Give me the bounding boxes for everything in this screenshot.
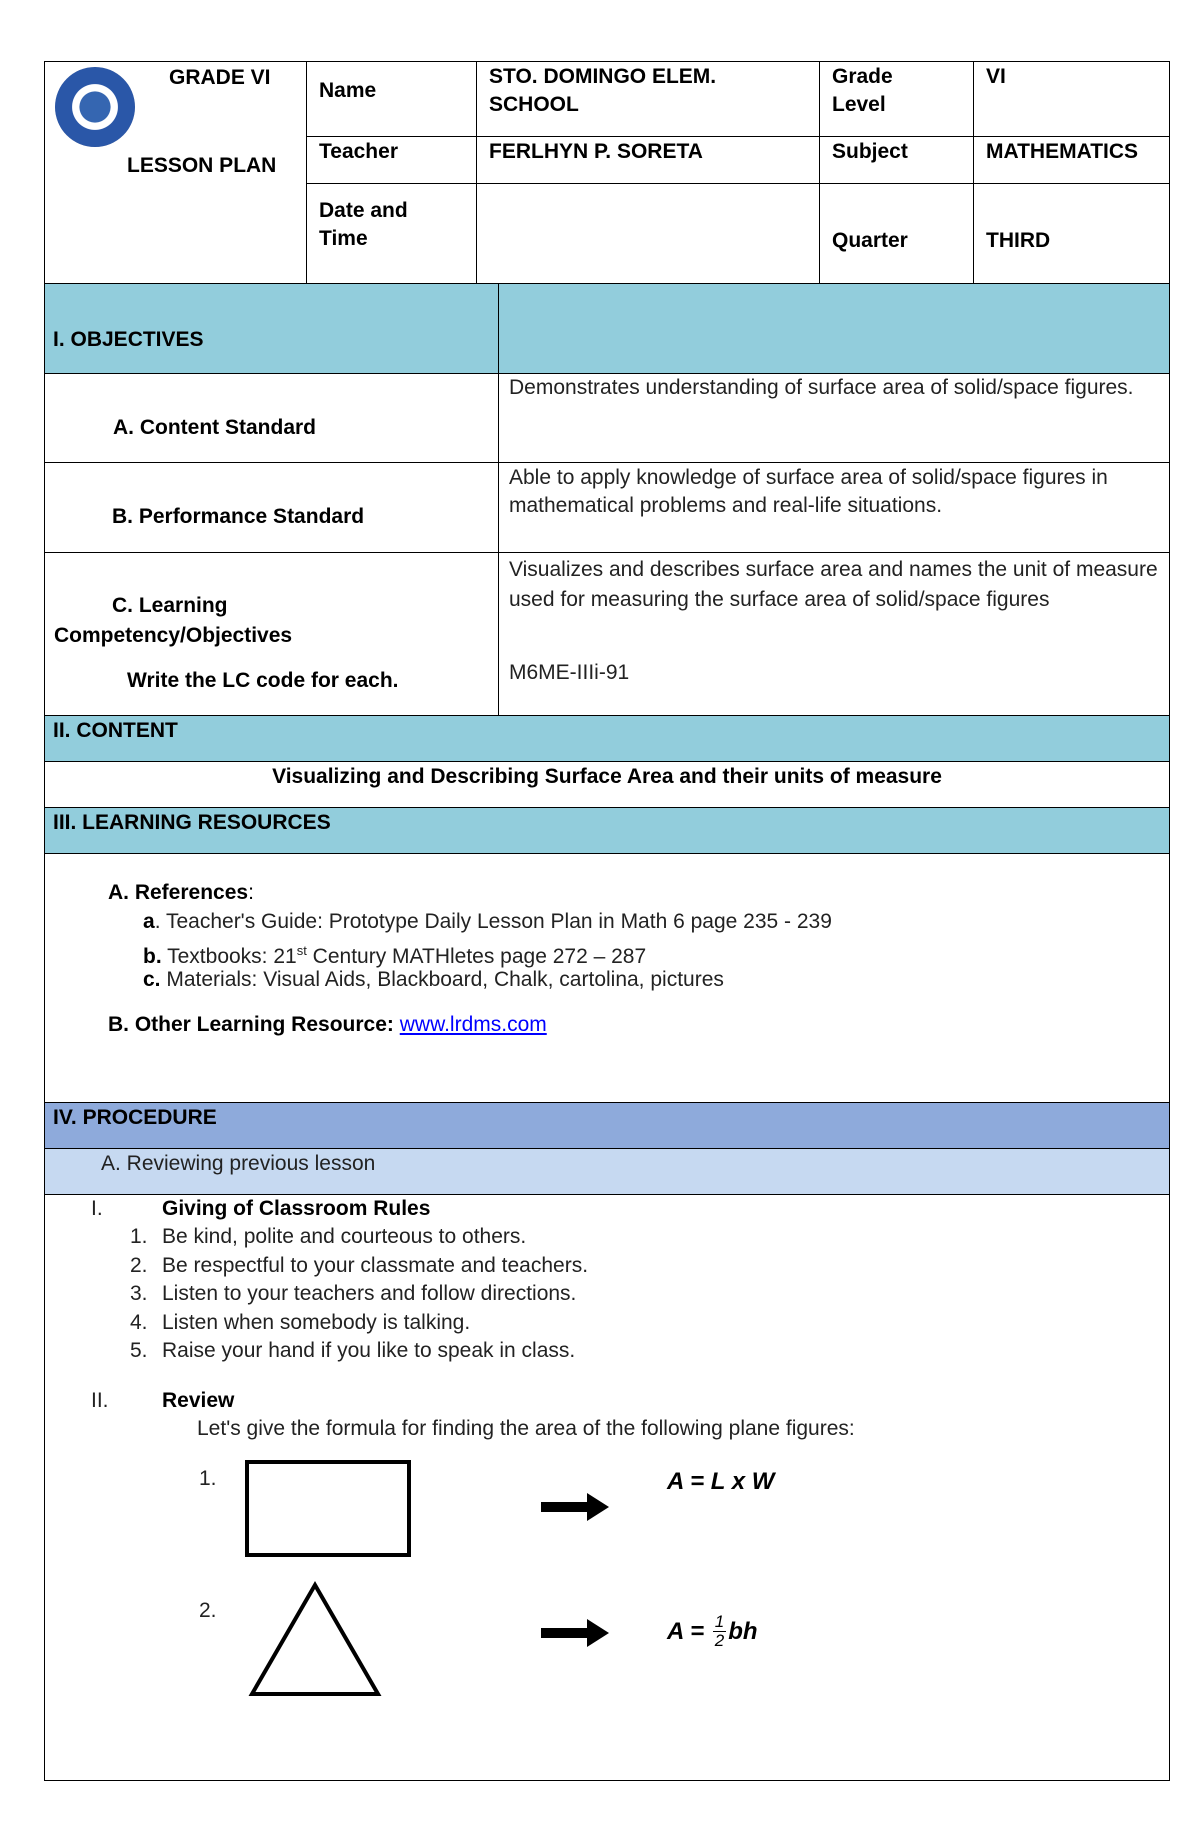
rule-number: 1.: [130, 1225, 148, 1248]
content-standard-label-cell: [45, 374, 499, 463]
rule-text: Listen to your teachers and follow directions.: [162, 1282, 577, 1305]
review-item-2-number: 2.: [199, 1599, 217, 1622]
fraction-numerator: 1: [714, 1612, 725, 1631]
content-standard-label: A. Content Standard: [113, 416, 316, 439]
date-time-label-cell: [307, 184, 477, 284]
date-time-value-cell: [477, 184, 820, 284]
reference-b-text-2: Century MATHletes page 272 – 287: [306, 945, 647, 968]
fraction-denominator: 2: [714, 1631, 725, 1650]
procedure-body: [45, 1195, 1169, 1780]
date-time-label: Date and Time: [319, 199, 408, 250]
reference-b-text-1: Textbooks: 21: [161, 945, 297, 968]
references-label: A. References: [108, 881, 249, 904]
rule-item: [130, 1252, 1030, 1281]
reference-b-letter: b.: [143, 945, 162, 968]
other-resource-label: B. Other Learning Resource:: [108, 1013, 400, 1036]
rule-number: 2.: [130, 1253, 148, 1277]
teacher-label: Teacher: [319, 140, 398, 163]
name-label: Name: [319, 79, 377, 102]
learning-competency-text: Visualizes and describes surface area and names the unit of measure used for measuring the surface area of solid/space figures: [509, 558, 1158, 611]
reference-c-letter: c.: [143, 968, 161, 991]
school-name: STO. DOMINGO ELEM. SCHOOL: [489, 65, 717, 116]
arrow-icon-1: [541, 1493, 611, 1521]
rule-text: Be kind, polite and courteous to others.: [162, 1225, 527, 1248]
quarter-label-cell: [820, 184, 974, 284]
rule-number: 5.: [130, 1339, 148, 1362]
procedure-sub-a-bar: [45, 1149, 1169, 1195]
formula-rectangle: A = L x W: [667, 1468, 775, 1495]
reference-a-text: . Teacher's Guide: Prototype Daily Lesson Plan in Math 6 page 235 - 239: [154, 910, 832, 933]
header-logo-cell: [45, 62, 307, 284]
performance-standard-label: B. Performance Standard: [112, 505, 365, 528]
content-title: Visualizing and Describing Surface Area and their units of measure: [272, 765, 942, 788]
rule-number: 4.: [130, 1310, 148, 1334]
objectives-heading: I. OBJECTIVES: [53, 328, 204, 351]
school-cell: [477, 62, 820, 137]
subject-value-cell: [974, 137, 1169, 184]
learning-label-line1: C. Learning: [112, 594, 228, 617]
reference-c-text: Materials: Visual Aids, Blackboard, Chalk, cartolina, pictures: [160, 968, 724, 991]
classroom-rules-list: [130, 1223, 1030, 1366]
other-resource-line: [108, 1011, 547, 1039]
triangle-figure: [245, 1580, 385, 1700]
reference-a-letter: a: [143, 910, 155, 933]
review-item-1-number: 1.: [199, 1467, 217, 1490]
other-resource-link[interactable]: www.lrdms.com: [399, 1013, 547, 1036]
grade-level-label: Grade Level: [832, 65, 893, 116]
formula-triangle-rhs: bh: [728, 1617, 758, 1645]
procedure-heading-bar: [45, 1103, 1169, 1149]
deped-seal-logo: [55, 67, 135, 147]
quarter-value: THIRD: [986, 229, 1051, 252]
lesson-plan-page: [44, 61, 1170, 1781]
resources-heading-bar: [45, 808, 1169, 854]
content-standard-text: Demonstrates understanding of surface area of solid/space figures.: [509, 376, 1134, 399]
quarter-value-cell: [974, 184, 1169, 284]
rule-item: [130, 1337, 1030, 1366]
performance-standard-text-cell: [499, 463, 1169, 553]
content-standard-text-cell: [499, 374, 1169, 463]
name-label-cell: [307, 62, 477, 137]
rule-text: Be respectful to your classmate and teachers.: [162, 1253, 589, 1277]
formula-triangle-fraction: [713, 1613, 726, 1650]
rule-item: [130, 1309, 1030, 1338]
subject-value: MATHEMATICS: [986, 140, 1139, 163]
learning-label-line2: Competency/Objectives: [54, 624, 293, 647]
review-prompt: Let's give the formula for finding the area of the following plane figures:: [197, 1417, 855, 1440]
content-heading-bar: [45, 716, 1169, 762]
section-ii-numeral: II.: [91, 1389, 109, 1412]
resources-heading: III. LEARNING RESOURCES: [53, 811, 331, 834]
content-heading: II. CONTENT: [53, 719, 178, 742]
formula-triangle: [667, 1613, 758, 1650]
content-title-row: [45, 762, 1169, 808]
grade-level-label-cell: [820, 62, 974, 137]
objectives-heading-cell: [45, 284, 499, 374]
quarter-label: Quarter: [832, 229, 908, 252]
grade-level-value-cell: [974, 62, 1169, 137]
resources-body: [45, 854, 1169, 1103]
procedure-heading: IV. PROCEDURE: [53, 1106, 217, 1129]
grade-level-value: VI: [986, 65, 1006, 88]
rectangle-figure: [245, 1460, 411, 1557]
subject-label-cell: [820, 137, 974, 184]
lesson-plan-title: LESSON PLAN: [127, 154, 277, 177]
rule-text: Raise your hand if you like to speak in class.: [162, 1339, 576, 1362]
learning-competency-label-cell: [45, 553, 499, 716]
section-i-numeral: I.: [91, 1197, 103, 1220]
reference-a: [143, 908, 832, 936]
performance-standard-label-cell: [45, 463, 499, 553]
reference-b-sup: st: [296, 943, 307, 958]
references-colon: :: [248, 881, 254, 904]
formula-triangle-lhs: A =: [667, 1617, 711, 1645]
rule-number: 3.: [130, 1282, 148, 1305]
procedure-sub-a: A. Reviewing previous lesson: [101, 1152, 376, 1175]
teacher-value-cell: [477, 137, 820, 184]
grade-vi-label: GRADE VI: [169, 66, 271, 89]
rule-item: [130, 1223, 1030, 1252]
references-line: [108, 879, 254, 907]
objectives-heading-right-cell: [499, 284, 1169, 374]
reference-c: [143, 966, 724, 994]
rule-text: Listen when somebody is talking.: [162, 1310, 471, 1334]
section-ii-title: Review: [162, 1389, 235, 1412]
lc-code: M6ME-IIIi-91: [509, 661, 630, 684]
rule-item: [130, 1280, 1030, 1309]
learning-competency-text-cell: [499, 553, 1169, 716]
performance-standard-text: Able to apply knowledge of surface area of solid/space figures in mathematical problems and real-life situations.: [509, 466, 1108, 517]
lc-code-note: Write the LC code for each.: [127, 669, 399, 692]
arrow-icon-2: [541, 1619, 611, 1647]
section-i-title: Giving of Classroom Rules: [162, 1197, 431, 1220]
teacher-label-cell: [307, 137, 477, 184]
subject-label: Subject: [832, 140, 908, 163]
teacher-name: FERLHYN P. SORETA: [489, 140, 703, 163]
